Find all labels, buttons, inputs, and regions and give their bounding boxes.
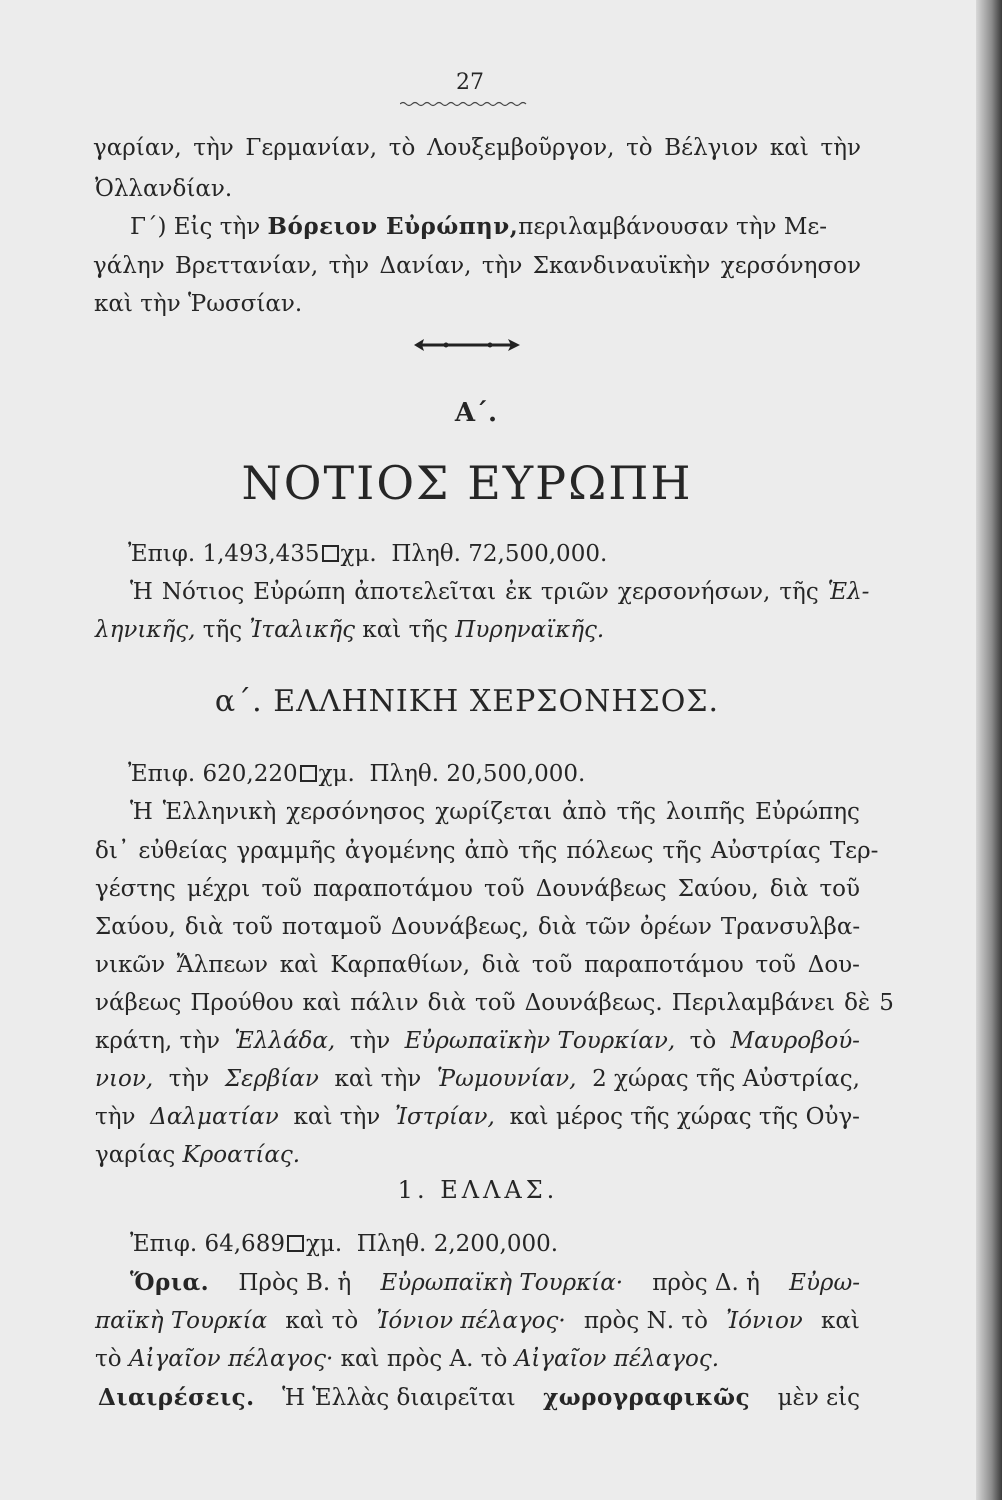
word: ἐκ [505,579,532,605]
borders-label: Ὅρια. [130,1269,210,1296]
body-line-9 [95,1100,860,1134]
text-run: Γ΄) Εἰς τὴν [130,214,261,240]
word: τοῦ [261,876,302,902]
body-line-8 [95,1062,860,1096]
text-run: καὶ τὸ [285,1308,359,1334]
text-run: γαρίας [95,1142,176,1168]
word: τὴν [481,253,523,279]
wavy-rule [400,100,530,108]
section-stats [128,537,607,571]
body-line-2 [95,834,879,868]
italic-run: Εὐρωπαϊκὴν Τουρκίαν, [404,1028,676,1054]
italic-run: Ἑλλάδα, [234,1028,336,1054]
population-label: Πληθ. [356,1231,427,1257]
italic-run: ληνικῆς, [95,617,196,643]
section-desc-line-1 [130,575,870,609]
area-label: Ἐπιφ. [128,541,196,567]
italic-run: Ἰόνιον [726,1308,803,1334]
area-value: 1,493,435 [202,541,320,567]
intro-line-1 [93,131,861,165]
word: Δουνάβεως, [390,914,530,940]
word: διὰ [427,990,467,1016]
body-line-6 [95,986,894,1020]
text-run: τῆς [202,617,243,643]
ornament-divider [412,336,522,354]
italic-run: νιον, [95,1066,154,1092]
body-line-3 [95,872,860,906]
word: τῆς [779,579,819,605]
word: Νότιος [161,579,245,605]
word: δι᾽ [95,838,130,864]
italic-run: Αἰγαῖον πέλαγος. [514,1346,720,1372]
text-run: καὶ τῆς [362,617,448,643]
area-unit: χμ. [305,1231,343,1257]
word: νάβεως [95,990,182,1016]
word: Σαύου, [677,876,759,902]
word: εὐθείας [138,838,228,864]
word: τοῦ [755,952,797,978]
population-value: 72,500,000. [468,541,608,567]
population-label: Πληθ. [391,541,461,567]
text-run: τὴν [349,1028,391,1054]
borders-line-3 [95,1342,719,1376]
italic-run: Κροατίας. [182,1142,301,1168]
word: ἀπὸ [562,799,607,825]
word: ἀπὸ [464,838,509,864]
subsection-title: α΄. ΕΛΛΗΝΙΚΗ ΧΕΡΣΟΝΗΣΟΣ. [214,684,720,719]
word: μέχρι [186,876,251,902]
text-run: καὶ τὴν [334,1066,422,1092]
population-value: 2,200,000. [433,1231,559,1257]
word: Σαύου, [95,914,176,940]
word: Γερμανίαν, [245,135,378,161]
text-run: Ἡ Ἑλλὰς διαιρεῖται [282,1385,516,1411]
word: διὰ [769,876,809,902]
word: Εὐρώπης [755,799,860,825]
borders-line-1 [130,1266,860,1300]
square-km-icon [300,765,317,782]
intro-line-5: καὶ τὴν Ῥωσσίαν. [94,291,303,317]
text-run: περιλαμβάνουσαν τὴν Με- [518,214,828,240]
word: Βρεττανίαν, [175,253,319,279]
subsection-stats [128,757,585,791]
section-letter: Α΄. [454,398,498,428]
body-line-5 [95,948,860,982]
section-title: ΝΟΤΙΟΣ ΕΥΡΩΠΗ [241,456,693,510]
word: τοῦ [531,952,573,978]
word: τοῦ [475,990,516,1016]
word: Ἑλληνικὴ [162,799,277,825]
word: πάλιν [350,990,419,1016]
word: Ἑλ- [827,579,870,605]
word: 5 [879,990,894,1016]
country-stats [130,1227,558,1261]
italic-run: Σερβίαν [224,1066,319,1092]
italic-run: Δαλματίαν [150,1104,279,1130]
word: τὴν [328,253,370,279]
word: χερσόνησος [286,799,426,825]
area-value: 620,220 [202,761,298,787]
intro-line-2: Ὀλλανδίαν. [95,176,233,202]
word: τριῶν [540,579,609,605]
word: διὰ [481,952,521,978]
italic-run: Εὐρω- [789,1270,860,1296]
square-km-icon [287,1235,304,1252]
word: χερσόνησον [720,253,861,279]
bold-run: χωρογραφικῶς [543,1384,751,1411]
body-line-7 [95,1024,860,1058]
text-run: καὶ τὴν [293,1104,381,1130]
word: καὶ [279,952,319,978]
word: παραποτάμου [584,952,744,978]
word: Ἡ [130,579,153,605]
word: ἀποτελεῖται [354,579,497,605]
word: Εὐρώπη [253,579,346,605]
word: ποταμοῦ [281,914,382,940]
page-fold-shadow [976,0,1002,1500]
word: γραμμῆς [236,838,336,864]
area-unit: χμ. [318,761,355,787]
divisions-label: Διαιρέσεις. [98,1384,255,1411]
word: δὲ [844,990,871,1016]
word: χωρίζεται [435,799,553,825]
area-label: Ἐπιφ. [128,761,196,787]
word: λοιπῆς [665,799,746,825]
word: τῆς [662,838,702,864]
word: Προύθου [190,990,294,1016]
text-run: τὴν [95,1104,136,1130]
intro-line-3 [130,210,827,244]
bold-run: Βόρειον Εὐρώπην, [267,213,519,240]
word: Σκανδιναυϊκὴν [532,253,711,279]
word: χερσονήσων, [617,579,771,605]
population-value: 20,500,000. [446,761,586,787]
italic-run: Ἰστρίαν, [395,1104,495,1130]
italic-run: Ῥωμουνίαν, [436,1066,577,1092]
word: τῶν [585,914,631,940]
word: Ἡ [130,799,153,825]
text-run: κράτη, τὴν [95,1028,221,1054]
word: τὸ [626,135,653,161]
text-run: μὲν εἰς [777,1385,860,1411]
word: Τρανσυλβα- [720,914,861,940]
word: γέστης [95,876,176,902]
word: γάλην [93,253,165,279]
italic-run: παϊκὴ Τουρκία [95,1308,268,1334]
word: παραποτάμου [313,876,473,902]
word: Δουνάβεως [535,876,667,902]
word: Δανίαν, [379,253,472,279]
word: τοῦ [819,876,860,902]
area-unit: χμ. [340,541,377,567]
word: γαρίαν, [93,135,182,161]
word: διὰ [184,914,224,940]
word: τῆς [517,838,558,864]
word: Τερ- [829,838,879,864]
section-desc-line-2 [95,613,604,647]
italic-run: Ἰόνιον πέλαγος· [376,1308,566,1334]
borders-line-2 [95,1304,860,1338]
word: νικῶν [95,952,166,978]
word: πόλεως [566,838,654,864]
page-number: 27 [456,70,484,95]
italic-run: Αἰγαῖον πέλαγος· [128,1346,334,1372]
country-heading: 1. ΕΛΛΑΣ. [397,1176,559,1204]
text-run: καὶ μέρος τῆς χώρας τῆς Οὐγ- [509,1104,860,1130]
area-label: Ἐπιφ. [130,1231,198,1257]
word: καὶ [302,990,342,1016]
word: τοῦ [484,876,525,902]
word: ὀρέων [639,914,712,940]
word: Δου- [807,952,860,978]
square-km-icon [322,545,339,562]
word: Ἄλπεων [176,952,269,978]
text-run: πρὸς Ν. τὸ [583,1308,708,1334]
divisions-line [98,1381,860,1415]
text-run: τὸ [95,1346,122,1372]
text-run: τὴν [168,1066,210,1092]
text-run: καὶ [821,1308,860,1334]
intro-line-4 [93,249,861,283]
area-value: 64,689 [204,1231,285,1257]
word: Αὐστρίας [710,838,821,864]
word: ἀγομένης [344,838,456,864]
word: Καρπαθίων, [330,952,471,978]
word: Βέλγιον [664,135,759,161]
word: τὴν [820,135,861,161]
text-run: Πρὸς Β. ἡ [238,1270,352,1296]
italic-run: Μαυροβού- [730,1028,860,1054]
word: καὶ [769,135,809,161]
word: τὴν [193,135,234,161]
text-run: καὶ πρὸς Α. τὸ [340,1346,508,1372]
text-run: 2 χώρας τῆς Αὐστρίας, [592,1066,860,1092]
body-line-1 [130,795,860,829]
italic-run: Πυρηναϊκῆς. [455,617,605,643]
word: τῆς [616,799,656,825]
word: Λουξεμβοῦργον, [426,135,615,161]
italic-run: Εὐρωπαϊκὴ Τουρκία· [380,1270,624,1296]
word: διὰ [538,914,577,940]
word: Περιλαμβάνει [671,990,836,1016]
body-line-10 [95,1138,300,1172]
text-run: πρὸς Δ. ἡ [652,1270,760,1296]
body-line-4 [95,910,860,944]
text-run: τὸ [689,1028,717,1054]
word: Δουνάβεως. [524,990,663,1016]
word: τὸ [388,135,416,161]
population-label: Πληθ. [369,761,440,787]
word: τοῦ [232,914,273,940]
italic-run: Ἰταλικῆς [249,617,356,643]
